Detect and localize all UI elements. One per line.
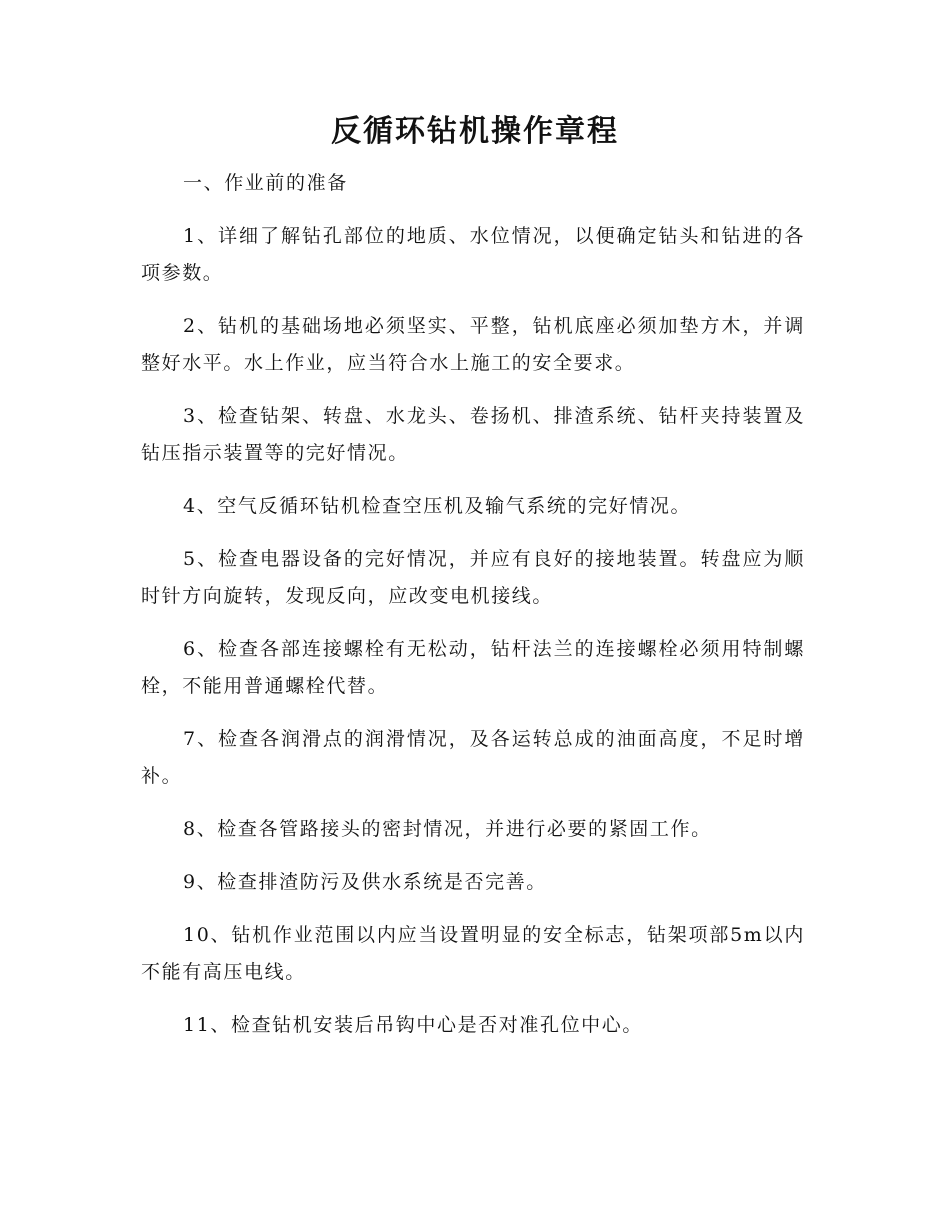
list-item: 10、钻机作业范围以内应当设置明显的安全标志，钻架项部5m以内不能有高压电线。 (141, 924, 805, 983)
document-body (141, 165, 805, 1060)
list-item: 3、检查钻架、转盘、水龙头、卷扬机、排渣系统、钻杆夹持装置及钻压指示装置等的完好情况。 (141, 405, 805, 464)
list-item: 11、检查钻机安装后吊钩中心是否对准孔位中心。 (183, 1014, 643, 1036)
list-item: 7、检查各润滑点的润滑情况，及各运转总成的油面高度，不足时增补。 (141, 728, 805, 787)
document-title: 反循环钻机操作章程 (331, 114, 619, 149)
list-item: 6、检查各部连接螺栓有无松动，钻杆法兰的连接螺栓必须用特制螺栓，不能用普通螺栓代替。 (141, 638, 805, 697)
list-item: 5、检查电器设备的完好情况，并应有良好的接地装置。转盘应为顺时针方向旋转，发现反向，应改变电机接线。 (141, 548, 805, 607)
list-item: 4、空气反循环钻机检查空压机及输气系统的完好情况。 (183, 495, 692, 517)
section-heading: 一、作业前的准备 (183, 172, 348, 194)
list-item: 8、检查各管路接头的密封情况，并进行必要的紧固工作。 (183, 818, 712, 840)
list-item: 9、检查排渣防污及供水系统是否完善。 (183, 871, 547, 893)
list-item: 1、详细了解钻孔部位的地质、水位情况，以便确定钻头和钻进的各项参数。 (141, 225, 805, 284)
list-item: 2、钻机的基础场地必须坚实、平整，钻机底座必须加垫方木，并调整好水平。水上作业，应当符合水上施工的安全要求。 (141, 315, 805, 374)
